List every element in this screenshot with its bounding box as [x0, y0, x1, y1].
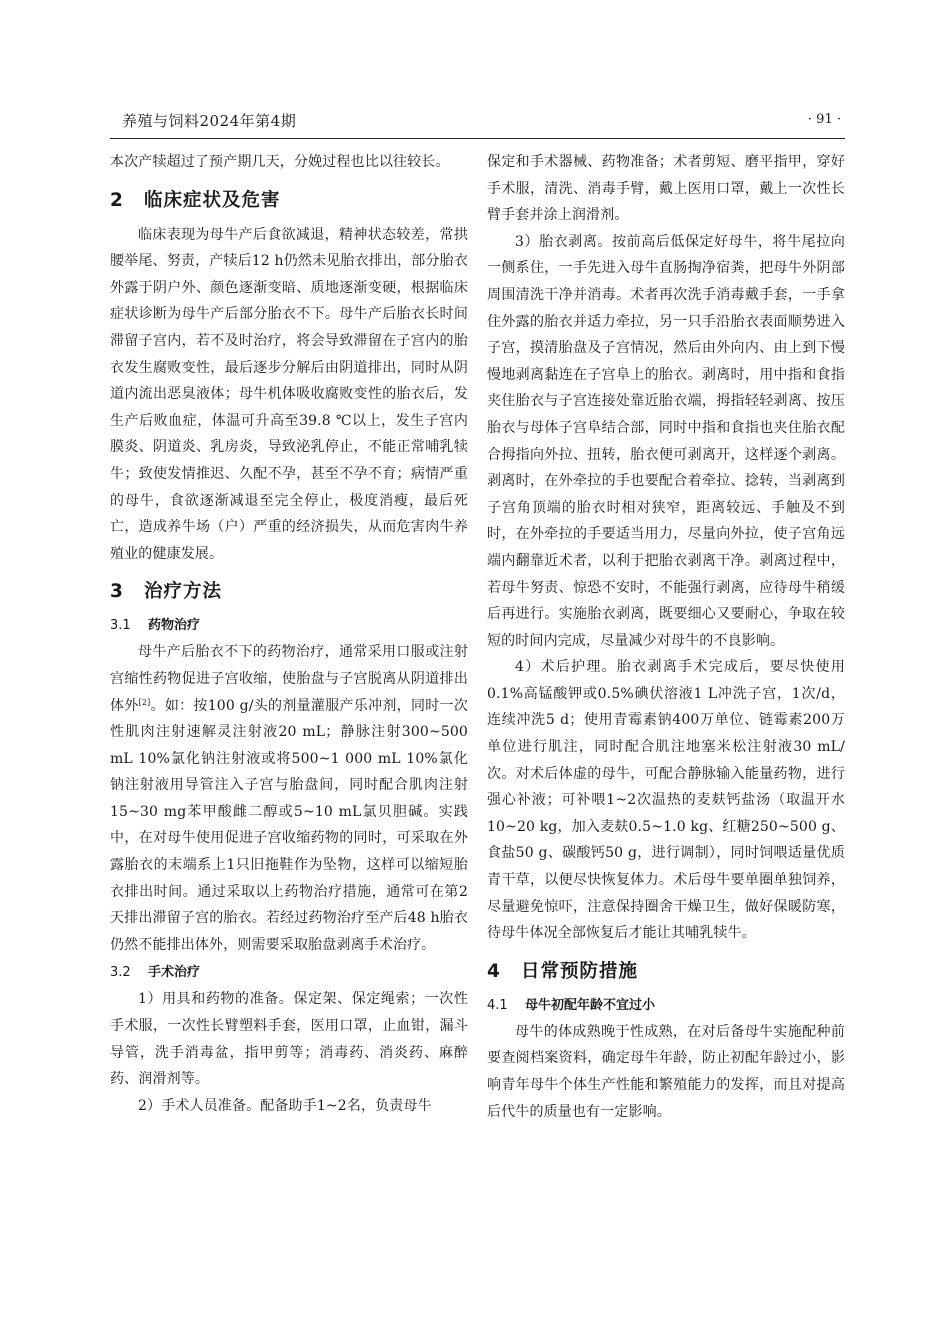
page-number: · 91 ·	[807, 112, 841, 127]
section-number: 4	[487, 960, 501, 982]
section-title: 日常预防措施	[521, 960, 639, 982]
paragraph: 3）胎衣剥离。按前高后低保定好母牛，将牛尾拉向一侧系住，一手先进入母牛直肠掏净宿粪，把母牛外阴部周围清洗干净并消毒。术者再次洗手消毒戴手套，一手拿住外露的胎衣并适力牵拉，另一只手沿胎衣表面顺势进入子宫，摸清胎盘及子宫情况，然后由外向内、由上到下慢慢地剥离黏连在子宫阜上的胎衣。剥离时，用中指和食指夹住胎衣与子宫连接处靠近胎衣端，拇指轻轻剥离、按压胎衣与母体子宫阜结合部，同时中指和食指也夹住胎衣配合拇指向外拉、扭转，胎衣便可剥离开，这样逐个剥离。剥离时，在外牵拉的手也要配合着牵拉、捻转，当剥离到子宫角顶端的胎衣时相对狭窄，距离较远、手触及不到时，在外牵拉的手要适当用力，尽量向外拉，使子宫角远端内翻靠近术者，以利于把胎衣剥离干净。剥离过程中，若母牛努责、惊恐不安时，不能强行剥离，应待母牛稍缓后再进行。实施胎衣剥离，既要细心又要耐心，争取在较短的时间内完成，尽量减少对母牛的不良影响。	[487, 233, 845, 649]
paragraph: 2）手术人员准备。配备助手1~2名，负责母牛	[138, 1097, 432, 1114]
subsection-title: 药物治疗	[148, 618, 201, 634]
section-number: 2	[110, 189, 124, 211]
subsection-heading-3-1	[110, 613, 468, 639]
subsection-number: 3.1	[110, 618, 131, 634]
running-header	[110, 108, 845, 139]
paragraph-text: 母牛产后胎衣不下的药物治疗，通常采用口服或注射宫缩性药物促进子宫收缩，使胎盘与子宫脱离从阴道排出体外	[110, 644, 468, 714]
left-column	[110, 149, 468, 1119]
section-title: 治疗方法	[144, 581, 223, 603]
subsection-heading-3-2	[110, 960, 468, 986]
subsection-title: 手术治疗	[148, 965, 201, 981]
paragraph-continued: 保定和手术器械、药物准备；术者剪短、磨平指甲，穿好手术服，清洗、消毒手臂，戴上医用口罩，戴上一次性长臂手套并涂上润滑剂。	[487, 154, 845, 224]
paragraph: 临床表现为母牛产后食欲减退，精神状态较差，常拱腰举尾、努责，产犊后12 h仍然未见胎衣排出，部分胎衣外露于阴户外、颜色逐渐变暗、质地逐渐变硬，根据临床症状诊断为母牛产后部分胎衣不下。母牛产后胎衣长时间滞留子宫内，若不及时治疗，将会导致滞留在子宫内的胎衣发生腐败变性，最后逐步分解后由阴道排出，同时从阴道内流出恶臭液体；母牛机体吸收腐败变性的胎衣后，发生产后败血症，体温可升高至39.8 ℃以上，发生子宫内膜炎、阴道炎、乳房炎，导致泌乳停止，不能正常哺乳犊牛；致使发情推迟、久配不孕，甚至不孕不育；病情严重的母牛，食欲逐渐减退至完全停止，极度消瘦，最后死亡，造成养牛场（户）严重的经济损失，从而危害肉牛养殖业的健康发展。	[110, 226, 468, 562]
subsection-number: 3.2	[110, 965, 131, 981]
paragraph-continued: 本次产犊超过了预产期几天，分娩过程也比以往较长。	[110, 154, 450, 170]
subsection-title: 母牛初配年龄不宜过小	[525, 997, 656, 1013]
section-heading-4	[487, 960, 845, 984]
journal-title: 养殖与饲料2024年第4期	[122, 112, 297, 130]
section-heading-2	[110, 189, 468, 213]
section-title: 临床症状及危害	[144, 189, 281, 211]
citation-reference[interactable]: [2]	[138, 697, 151, 707]
paragraph	[110, 639, 468, 958]
paragraph: 母牛的体成熟晚于性成熟，在对后备母牛实施配种前要查阅档案资料，确定母牛年龄，防止初配年龄过小，影响青年母牛个体生产性能和繁殖能力的发挥，而且对提高后代牛的质量也有一定影响。	[487, 1023, 845, 1120]
subsection-heading-4-1	[487, 993, 845, 1019]
section-number: 3	[110, 581, 124, 603]
paragraph: 1）用具和药物的准备。保定架、保定绳索；一次性手术服，一次性长臂塑料手套，医用口罩，止血钳，漏斗导管，洗手消毒盆，指甲剪等；消毒药、消炎药、麻醉药、润滑剂等。	[110, 991, 468, 1088]
right-column	[487, 149, 845, 1125]
subsection-number: 4.1	[487, 997, 508, 1013]
paragraph: 4）术后护理。胎衣剥离手术完成后，要尽快使用0.1%高锰酸钾或0.5%碘伏溶液1 L冲洗子宫，1次/d，连续冲洗5 d；使用青霉素钠400万单位、链霉素200万单位进行肌注，同时配合肌注地塞米松注射液30 mL/次。对术后体虚的母牛，可配合静脉输入能量药物，进行强心补液；可补喂1~2次温热的麦麸钙盐汤（取温开水10~20 kg，加入麦麸0.5~1.0 kg、红糖250~500 g、食盐50 g、碳酸钙50 g，进行调制），同时饲喂适量优质青干草，以便尽快恢复体力。术后母牛要单圈单独饲养，尽量避免惊吓，注意保持圈舍干燥卫生，做好保暖防寒，待母牛体况全部恢复后才能让其哺乳犊牛。	[487, 659, 845, 942]
section-heading-3	[110, 580, 468, 604]
paragraph-text: 。如：按100 g/头的剂量灌服产乐冲剂，同时一次性肌肉注射速解灵注射液20 mL；静脉注射300~500 mL 10%氯化钠注射液或将500~1 000 mL 10%氯化钠注射液用导管注入子宫与胎盘间，同时配合肌肉注射15~30 mg苯甲酸雌二醇或5~10 mL氯贝胆碱。实践中，在对母牛使用促进子宫收缩药物的同时，可采取在外露胎衣的末端系上1只旧拖鞋作为坠物，这样可以缩短胎衣排出时间。通过采取以上药物治疗措施，通常可在第2天排出滞留子宫的胎衣。若经过药物治疗至产后48 h胎衣仍然不能排出体外，则需要采取胎盘剥离手术治疗。	[110, 697, 468, 953]
